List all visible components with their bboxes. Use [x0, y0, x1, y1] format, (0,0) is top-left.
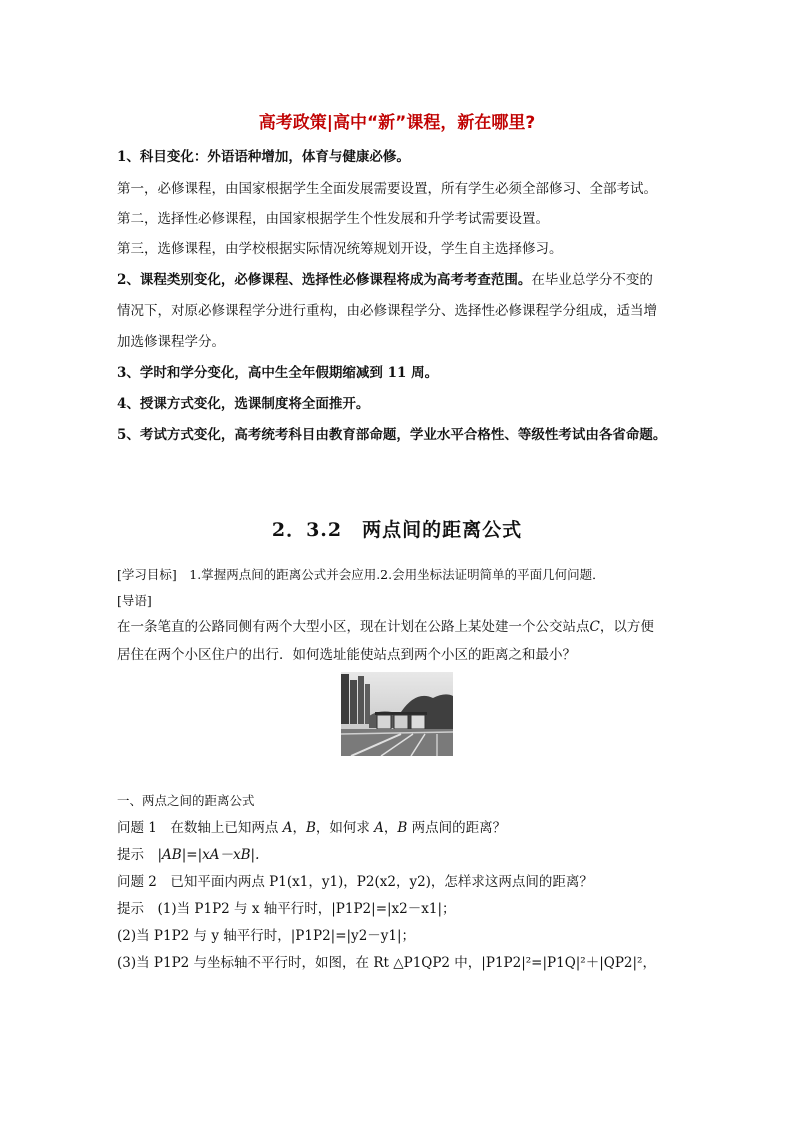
q1-label: 问题 1 — [117, 820, 157, 836]
policy-item-2-rest: 在毕业总学分不变的 — [531, 272, 653, 288]
q1-c: ， — [292, 820, 306, 836]
hint-1 — [117, 846, 259, 864]
learning-goals — [117, 566, 605, 584]
intro-1a: 在一条笔直的公路同侧有两个大型小区，现在计划在公路上某处建一个公交站点 — [117, 619, 590, 635]
page-title: 高考政策|高中“新”课程，新在哪里? — [258, 113, 536, 133]
q1-i: 两点间的距离？ — [407, 820, 507, 836]
hint2-line-3: (3)当 P1P2 与坐标轴不平行时，如图，在 Rt △P1QP2 中，|P1P2|²=|P1Q|²＋|QP2|²， — [117, 955, 656, 971]
goal-text: 1.掌握两点间的距离公式并会应用.2.会用坐标法证明简单的平面几何问题． — [189, 567, 605, 582]
question-2 — [117, 873, 593, 891]
goal-label: [学习目标] — [117, 567, 177, 582]
section-title: 2．3.2 两点间的距离公式 — [271, 519, 523, 541]
hint2-line-1: (1)当 P1P2 与 x 轴平行时，|P1P2|=|x2－x1|； — [157, 901, 456, 917]
policy-item-2 — [117, 271, 653, 289]
policy-item-1-second: 第二，选择性必修课程，由国家根据学生个性发展和升学考试需要设置。 — [117, 211, 549, 227]
intro-line-2: 居住在两个小区住户的出行．如何选址能使站点到两个小区的距离之和最小？ — [117, 647, 576, 663]
part-1-heading: 一、两点之间的距离公式 — [117, 793, 255, 808]
hint1-label: 提示 — [117, 847, 144, 863]
question-1 — [117, 819, 506, 837]
q1-b: A — [282, 820, 293, 836]
policy-item-1-first: 第一，必修课程，由国家根据学生全面发展需要设置，所有学生必须全部修习、全部考试。 — [117, 181, 657, 197]
policy-item-3: 3、学时和学分变化，高中生全年假期缩减到 11 周。 — [117, 365, 439, 381]
hint2-line-2: (2)当 P1P2 与 y 轴平行时，|P1P2|=|y2－y1|； — [117, 928, 416, 944]
policy-item-1-third: 第三，选修课程，由学校根据实际情况统筹规划开设，学生自主选择修习。 — [117, 241, 563, 257]
q2-text: 已知平面内两点 P1(x1，y1)，P2(x2，y2)，怎样求这两点间的距离？ — [170, 874, 593, 890]
hint1-text: |AB|=|xA－xB|. — [157, 847, 260, 863]
policy-item-1: 1、科目变化：外语语种增加，体育与健康必修。 — [117, 149, 410, 165]
q2-label: 问题 2 — [117, 874, 157, 890]
bus-stop-photo-image — [341, 672, 453, 756]
bus-stop-photo — [341, 672, 453, 756]
q1-f: A — [374, 820, 384, 836]
q1-a: 在数轴上已知两点 — [170, 820, 283, 836]
policy-item-2-bold: 2、课程类别变化，必修课程、选择性必修课程将成为高考考查范围。 — [117, 272, 532, 288]
hint-2 — [117, 900, 456, 918]
policy-item-4: 4、授课方式变化，选课制度将全面推开。 — [117, 396, 370, 412]
policy-item-5: 5、考试方式变化，高考统考科目由教育部命题，学业水平合格性、等级性考试由各省命题。 — [117, 427, 667, 443]
intro-1b: ，以方便 — [599, 619, 654, 635]
intro-line-1 — [117, 618, 654, 636]
policy-item-2-cont2: 加选修课程学分。 — [117, 334, 225, 350]
policy-item-2-cont: 情况下，对原必修课程学分进行重构，由必修课程学分、选择性必修课程学分组成，适当增 — [117, 303, 657, 319]
q1-h: B — [397, 820, 408, 836]
q1-e: ，如何求 — [315, 820, 375, 836]
intro-label: [导语] — [117, 593, 152, 608]
intro-var-c: C — [589, 619, 600, 635]
q1-d: B — [305, 820, 316, 836]
q1-g: ， — [383, 820, 398, 836]
hint2-label: 提示 — [117, 901, 144, 917]
